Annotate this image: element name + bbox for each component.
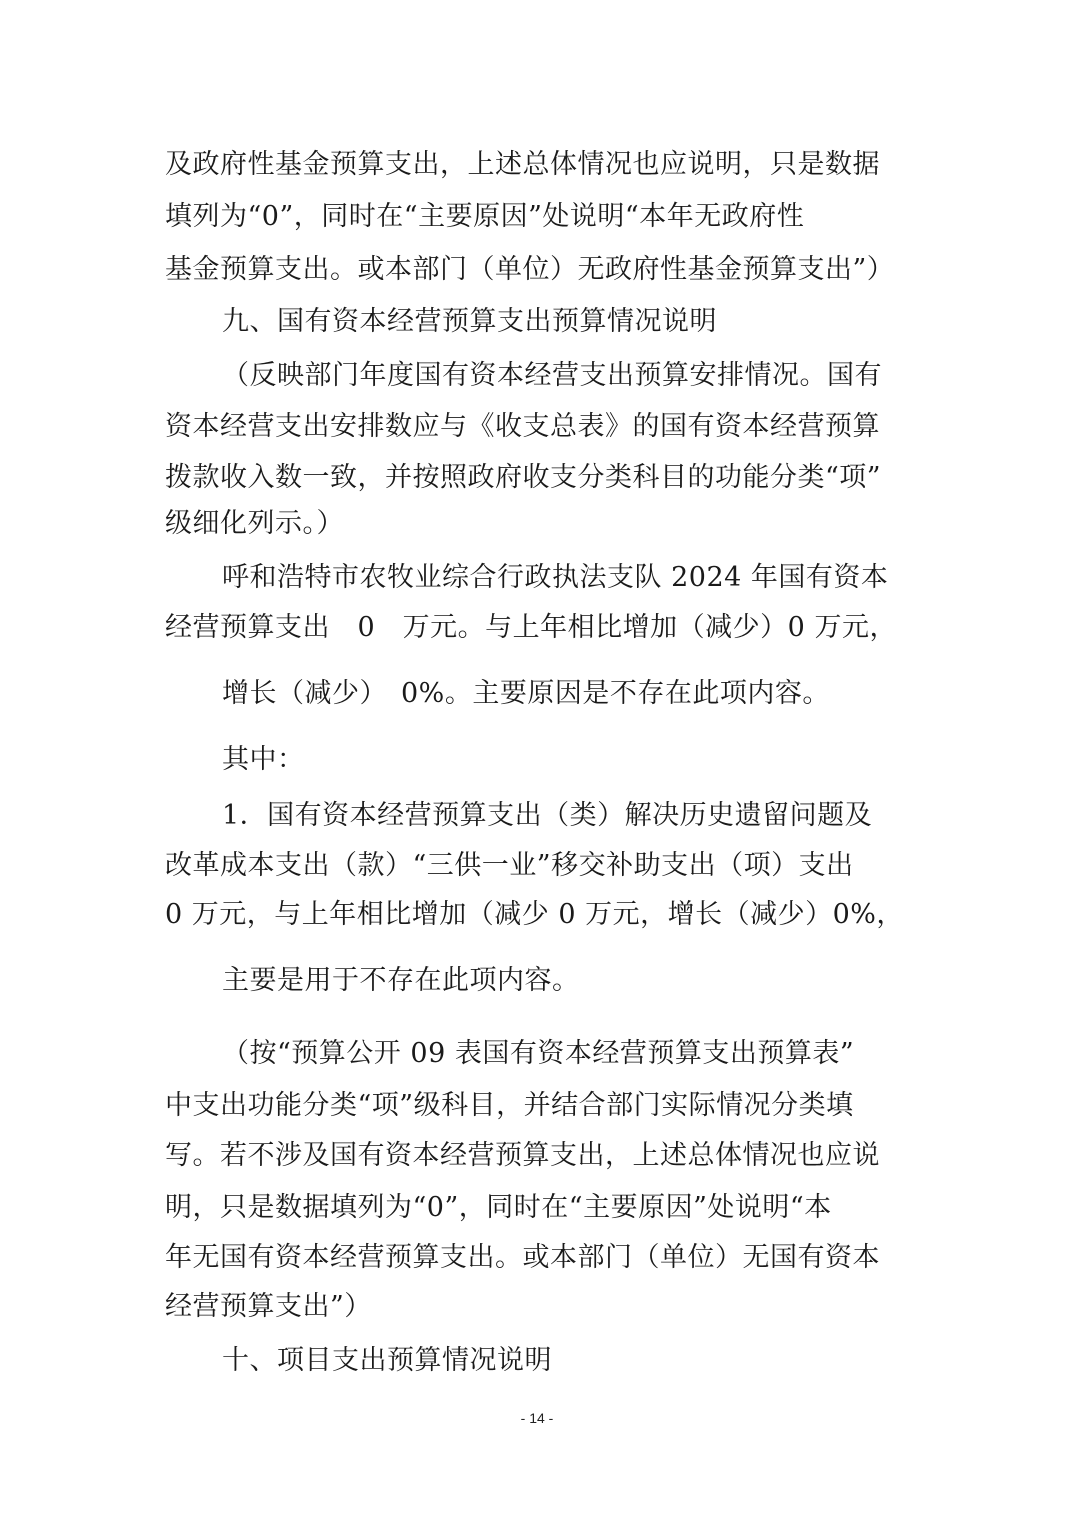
body-text-line: （按“预算公开 09 表国有资本经营预算支出预算表”	[222, 1038, 855, 1069]
body-text-line: 经营预算支出”）	[165, 1291, 372, 1322]
body-text-line: 写。若不涉及国有资本经营预算支出，上述总体情况也应说	[165, 1140, 880, 1171]
body-text-line: 及政府性基金预算支出，上述总体情况也应说明，只是数据	[165, 149, 880, 180]
body-text-line: 其中：	[222, 744, 305, 775]
body-text-line: 年无国有资本经营预算支出。或本部门（单位）无国有资本	[165, 1242, 880, 1273]
body-text-line: 基金预算支出。或本部门（单位）无政府性基金预算支出”）	[165, 254, 895, 285]
body-text-line: 中支出功能分类“项”级科目，并结合部门实际情况分类填	[165, 1090, 854, 1121]
body-text-line: 0 万元，与上年相比增加（减少 0 万元，增长（减少）0%，	[165, 899, 904, 930]
body-text-line: 级细化列示。）	[165, 508, 344, 539]
body-text-line: （反映部门年度国有资本经营支出预算安排情况。国有	[222, 360, 882, 391]
body-text-line: 改革成本支出（款）“三供一业”移交补助支出（项）支出	[165, 850, 854, 881]
page-number: - 14 -	[520, 1410, 554, 1426]
body-text-line: 经营预算支出 0 万元。与上年相比增加（减少）0 万元，	[165, 612, 897, 643]
section-heading-10: 十、项目支出预算情况说明	[222, 1345, 552, 1376]
section-heading-9: 九、国有资本经营预算支出预算情况说明	[222, 306, 717, 337]
body-text-line: 增长（减少） 0%。主要原因是不存在此项内容。	[222, 678, 830, 709]
body-text-line: 资本经营支出安排数应与《收支总表》的国有资本经营预算	[165, 411, 880, 442]
body-text-line: 明，只是数据填列为“0”，同时在“主要原因”处说明“本	[165, 1192, 832, 1223]
body-text-line: 主要是用于不存在此项内容。	[222, 965, 580, 996]
body-text-line: 呼和浩特市农牧业综合行政执法支队 2024 年国有资本	[222, 562, 889, 593]
body-text-line: 填列为“0”，同时在“主要原因”处说明“本年无政府性	[165, 201, 805, 232]
body-text-line: 拨款收入数一致，并按照政府收支分类科目的功能分类“项”	[165, 462, 882, 493]
list-item-1: 1．国有资本经营预算支出（类）解决历史遗留问题及	[222, 800, 873, 831]
